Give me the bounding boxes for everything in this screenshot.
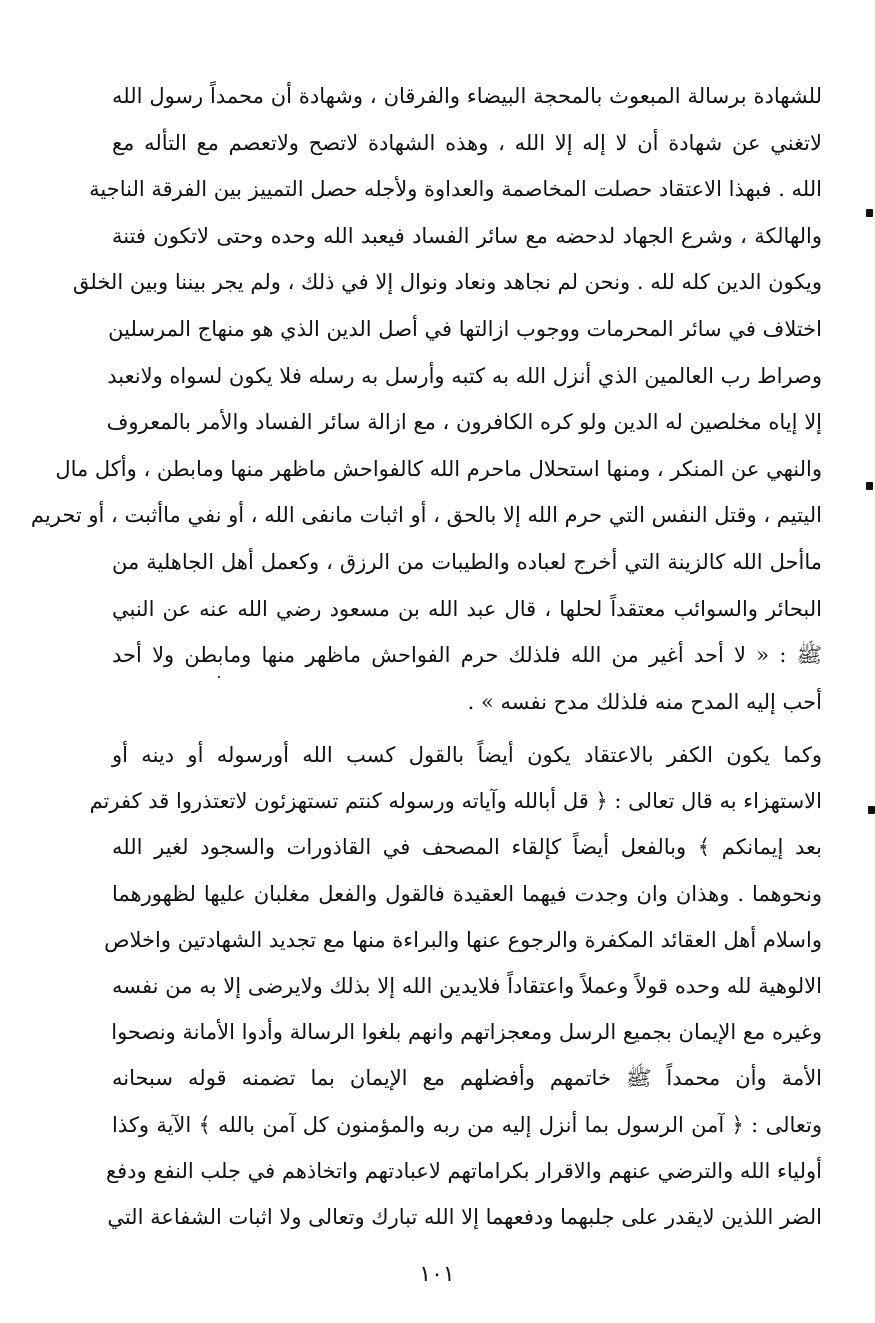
text-line: وكما يكون الكفر بالاعتقاد يكون أيضاً بالقول كسب الله أورسوله أو دينه أو xyxy=(112,743,822,767)
text-line: لاتغني عن شهادة أن لا إله إلا الله ، وهذه الشهادة لاتصح ولاتعصم مع التأله مع xyxy=(112,130,822,155)
text-line: أولياء الله والترضي عنهم والاقرار بكراماتهم لاعبادتهم واتخاذهم في جلب النفع ودفع xyxy=(105,1158,822,1183)
text-line: أحب إليه المدح منه فلذلك مدح نفسه » . xyxy=(467,689,822,714)
text-line: اليتيم ، وقتل النفس التي حرم الله إلا بالحق ، أو اثبات مانفى الله ، أو نفي ماأثبت ، أو تحريم xyxy=(30,503,822,528)
text-line: وتعالى : ﴿ آمن الرسول بما أنزل إليه من ربه والمؤمنون كل آمن بالله ﴾ الآية وكذا xyxy=(112,1112,822,1137)
text-line: الأمة وأن محمداً ﷺ خاتمهم وأفضلهم مع الإيمان بما تضمنه قوله سبحانه xyxy=(112,1066,822,1091)
scan-speck xyxy=(218,676,220,678)
text-line: ويكون الدين كله لله . ونحن لم نجاهد ونعاد ونوال إلا في ذلك ، ولم يجر بيننا وبين الخلق xyxy=(72,270,822,295)
text-line: الالوهية لله وحده قولاً وعملاً واعتقاداً فلايدين الله إلا بذلك ولايرضى إلا به من نفسه xyxy=(112,973,822,998)
text-line: والهالكة ، وشرع الجهاد لدحضه مع سائر الفساد فيعبد الله وحده وحتى لاتكون فتنة xyxy=(112,223,822,248)
text-line: ونحوهما . وهذان وان وجدت فيهما العقيدة فالقول والفعل مغلبان عليها لظهورهما xyxy=(112,881,822,906)
text-line: ﷺ : « لا أحد أغير من الله فلذلك حرم الفواحش ماظهر منها ومابطن ولا أحد xyxy=(112,643,822,668)
text-line: اختلاف في سائر المحرمات ووجوب ازالتها في أصل الدين الذي هو منهاج المرسلين xyxy=(108,316,822,341)
paragraph-1 xyxy=(30,73,822,725)
text-line: للشهادة برسالة المبعوث بالمحجة البيضاء والفرقان ، وشهادة أن محمداً رسول الله xyxy=(112,84,822,108)
binding-hole-mark xyxy=(868,806,875,814)
text-line: بعد إيمانكم ﴾ وبالفعل أيضاً كإلقاء المصحف في القاذورات والسجود لغير الله xyxy=(112,835,822,860)
binding-hole-mark xyxy=(866,482,873,490)
text-line: وغيره مع الإيمان بجميع الرسل ومعجزاتهم وانهم بلغوا الرسالة وأدوا الأمانة ونصحوا xyxy=(111,1020,822,1045)
paragraph-2 xyxy=(89,732,822,1240)
text-line: والنهي عن المنكر ، ومنها استحلال ماحرم الله كالفواحش ماظهر منها ومابطن ، وأكل مال xyxy=(55,456,822,481)
binding-hole-mark xyxy=(866,209,873,217)
page-number: ١٠١ xyxy=(419,1262,455,1287)
text-line: الضر اللذين لايقدر على جلبهما ودفعهما إلا الله تبارك وتعالى ولا اثبات الشفاعة التي xyxy=(107,1204,822,1229)
text-line: إلا إياه مخلصين له الدين ولو كره الكافرون ، مع ازالة سائر الفساد والأمر بالمعروف xyxy=(106,410,822,435)
text-line: الله . فبهذا الاعتقاد حصلت المخاصمة والعداوة ولأجله حصل التمييز بين الفرقة الناجية xyxy=(89,177,822,202)
text-line: البحائر والسوائب معتقداً لحلها ، قال عبد الله بن مسعود رضي الله عنه عن النبي xyxy=(112,596,822,621)
text-line: وصراط رب العالمين الذي أنزل الله به كتبه وأرسل به رسله فلا يكون لسواه ولانعبد xyxy=(107,363,822,388)
text-line: واسلام أهل العقائد المكفرة والرجوع عنها والبراءة منها مع تجديد الشهادتين واخلاص xyxy=(104,927,822,952)
text-line: الاستهزاء به قال تعالى : ﴿ قل أبالله وآياته ورسوله كنتم تستهزئون لاتعتذروا قد كفرتم xyxy=(89,789,822,814)
text-line: ماأحل الله كالزينة التي أخرج لعباده والطيبات من الرزق ، وكعمل أهل الجاهلية من xyxy=(112,549,822,574)
